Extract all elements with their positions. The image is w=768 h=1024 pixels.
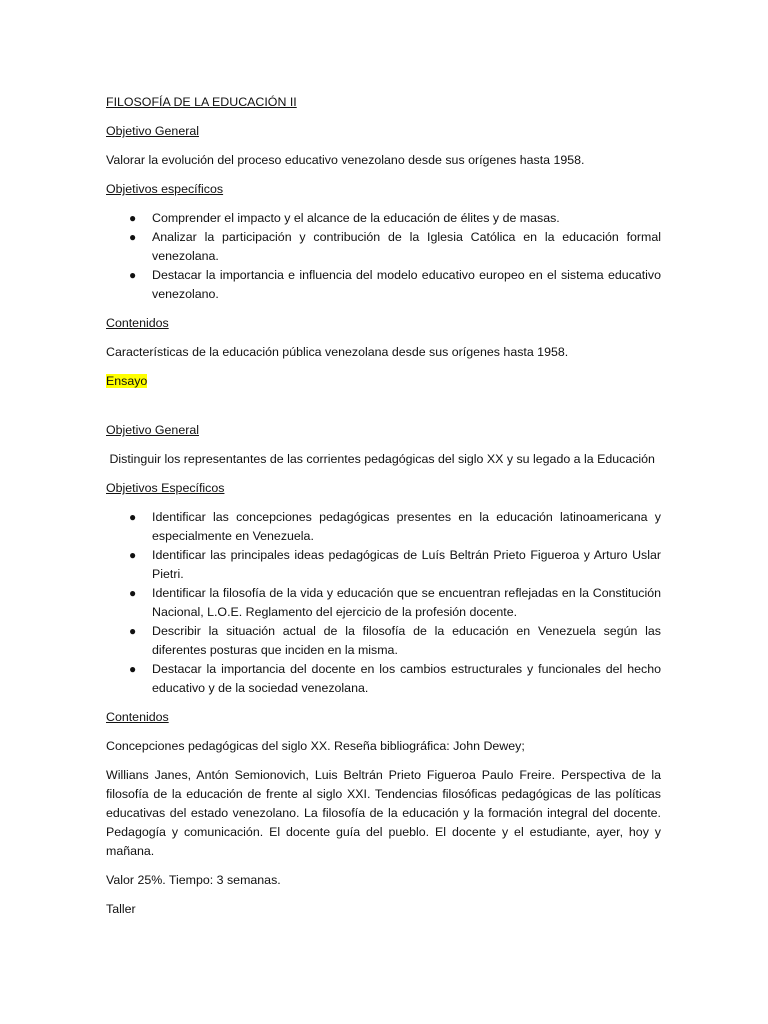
list-item-text: Identificar las concepciones pedagógicas presentes en la educación latinoamericana y especialmente en Venezuela. <box>152 510 661 543</box>
section1-evaluacion <box>106 372 661 391</box>
list-item-text: Identificar la filosofía de la vida y educación que se encuentran reflejadas en la Constitución Nacional, L.O.E. Reglamento del ejercicio de la profesión docente. <box>152 586 661 619</box>
list-item-text: Destacar la importancia del docente en los cambios estructurales y funcionales del hecho educativo y de la sociedad venezolana. <box>152 662 661 695</box>
section1-objetivos-especificos-heading <box>106 180 661 199</box>
section1-objetivos-especificos-heading-text: Objetivos específicos <box>106 182 224 196</box>
section1-objetivo-general-heading <box>106 122 661 141</box>
section-spacer <box>106 401 661 421</box>
section1-objetivo-general-text: Valorar la evolución del proceso educativo venezolano desde sus orígenes hasta 1958. <box>106 153 585 167</box>
list-item <box>106 584 661 622</box>
document-body <box>106 93 661 929</box>
section2-contenidos-heading-text: Contenidos <box>106 710 169 724</box>
bullet-icon: ● <box>129 230 137 244</box>
list-item <box>106 266 661 304</box>
section2-valor: Valor 25%. Tiempo: 3 semanas. <box>106 873 281 887</box>
list-item <box>106 228 661 266</box>
bullet-icon: ● <box>129 624 137 638</box>
list-item <box>106 508 661 546</box>
bullet-icon: ● <box>129 268 137 282</box>
section1-contenidos-heading-text: Contenidos <box>106 316 169 330</box>
section1-objetivo-general-heading-text: Objetivo General <box>106 124 199 138</box>
list-item <box>106 546 661 584</box>
section2-contenidos-heading <box>106 708 661 727</box>
bullet-icon: ● <box>129 211 137 225</box>
section2-contenidos-p1: Concepciones pedagógicas del siglo XX. Reseña bibliográfica: John Dewey; <box>106 739 525 753</box>
list-item <box>106 660 661 698</box>
bullet-icon: ● <box>129 586 137 600</box>
section2-contenidos-p2: Willians Janes, Antón Semionovich, Luis Beltrán Prieto Figueroa Paulo Freire. Perspectiva de la filosofía de la educación de frente al siglo XXI. Tendencias filosóficas pedagógicas de las políticas educativas del estado venezolano. La filosofía de la educación y la formación integral del docente. Pedagogía y comunicación. El docente guía del pueblo. El docente y el estudiante, ayer, hoy y mañana. <box>106 768 661 858</box>
list-item-text: Destacar la importancia e influencia del modelo educativo europeo en el sistema educativo venezolano. <box>152 268 661 301</box>
bullet-icon: ● <box>129 662 137 676</box>
list-item <box>106 622 661 660</box>
list-item <box>106 209 661 228</box>
section1-contenidos-heading <box>106 314 661 333</box>
section2-objetivo-general-heading <box>106 421 661 440</box>
document-title-text: FILOSOFÍA DE LA EDUCACIÓN II <box>106 95 297 109</box>
section2-objetivos-especificos-heading <box>106 479 661 498</box>
section1-evaluacion-text: Ensayo <box>106 374 148 388</box>
list-item-text: Identificar las principales ideas pedagógicas de Luís Beltrán Prieto Figueroa y Arturo Uslar Pietri. <box>152 548 661 581</box>
bullet-icon: ● <box>129 548 137 562</box>
bullet-icon: ● <box>129 510 137 524</box>
section2-evaluacion: Taller <box>106 902 136 916</box>
list-item-text: Comprender el impacto y el alcance de la educación de élites y de masas. <box>152 211 560 225</box>
section2-objetivo-general-heading-text: Objetivo General <box>106 423 199 437</box>
section1-objetivos-list <box>106 209 661 304</box>
section2-objetivos-especificos-heading-text: Objetivos Específicos <box>106 481 225 495</box>
section2-objetivos-list <box>106 508 661 698</box>
section2-objetivo-general-text: Distinguir los representantes de las corrientes pedagógicas del siglo XX y su legado a la Educación <box>106 452 655 466</box>
list-item-text: Describir la situación actual de la filosofía de la educación en Venezuela según las diferentes posturas que inciden en la misma. <box>152 624 661 657</box>
document-title <box>106 93 661 112</box>
list-item-text: Analizar la participación y contribución de la Iglesia Católica en la educación formal venezolana. <box>152 230 661 263</box>
section1-contenidos-text: Características de la educación pública venezolana desde sus orígenes hasta 1958. <box>106 345 569 359</box>
